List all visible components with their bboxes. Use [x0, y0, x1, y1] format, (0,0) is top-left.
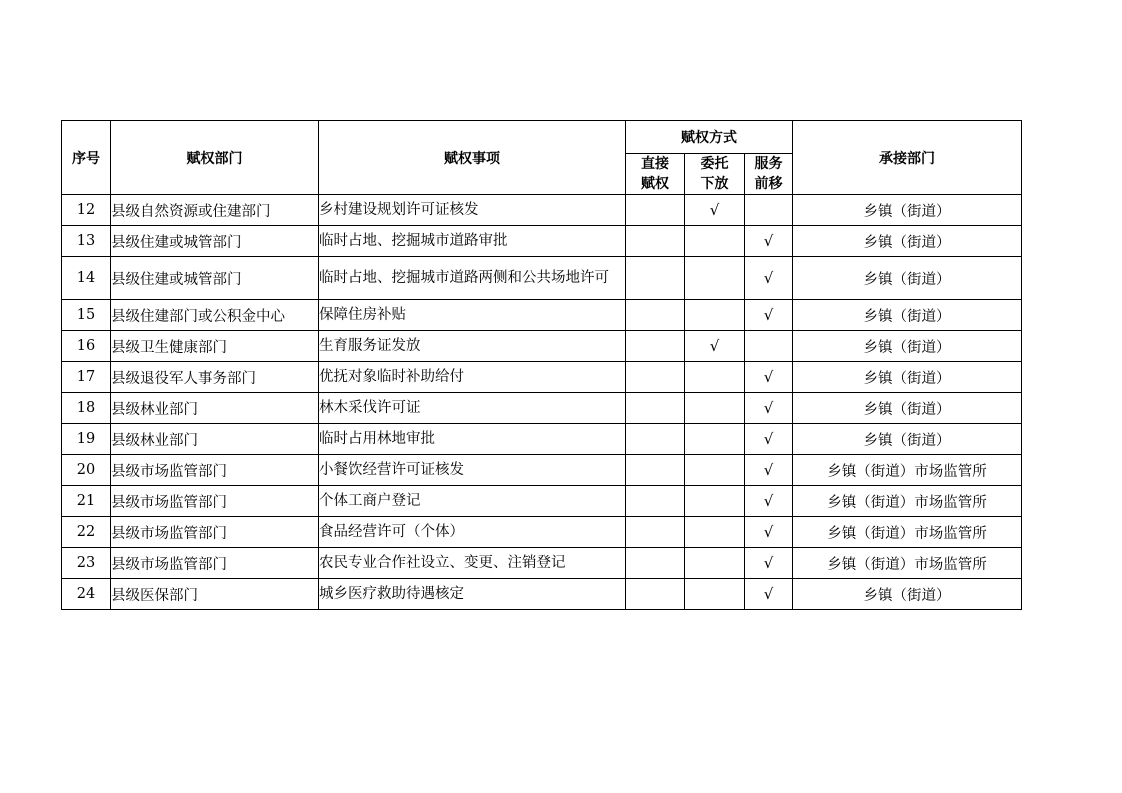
cell-service [745, 331, 793, 362]
cell-direct [626, 548, 685, 579]
cell-item: 优抚对象临时补助给付 [319, 362, 626, 393]
cell-seq: 17 [62, 362, 111, 393]
header-service-line2: 前移 [754, 176, 783, 192]
cell-receiver: 乡镇（街道） [793, 195, 1022, 226]
cell-entrust [685, 300, 745, 331]
cell-seq: 15 [62, 300, 111, 331]
cell-direct [626, 362, 685, 393]
cell-item: 城乡医疗救助待遇核定 [319, 579, 626, 610]
cell-service: √ [745, 300, 793, 331]
table-row [62, 195, 1022, 226]
cell-seq: 22 [62, 517, 111, 548]
cell-direct [626, 300, 685, 331]
cell-direct [626, 424, 685, 455]
cell-dept: 县级市场监管部门 [111, 486, 319, 517]
table-row [62, 331, 1022, 362]
cell-direct [626, 195, 685, 226]
header-seq: 序号 [62, 121, 111, 195]
cell-item: 食品经营许可（个体） [319, 517, 626, 548]
header-receiver: 承接部门 [793, 121, 1022, 195]
cell-item: 个体工商户登记 [319, 486, 626, 517]
table-row [62, 486, 1022, 517]
cell-entrust: √ [685, 331, 745, 362]
header-service [745, 154, 793, 195]
cell-entrust [685, 362, 745, 393]
cell-dept: 县级住建部门或公积金中心 [111, 300, 319, 331]
table-row [62, 300, 1022, 331]
cell-receiver: 乡镇（街道） [793, 300, 1022, 331]
cell-service: √ [745, 455, 793, 486]
cell-dept: 县级市场监管部门 [111, 517, 319, 548]
cell-receiver: 乡镇（街道） [793, 393, 1022, 424]
cell-seq: 24 [62, 579, 111, 610]
table-row [62, 393, 1022, 424]
cell-dept: 县级医保部门 [111, 579, 319, 610]
cell-service [745, 195, 793, 226]
header-dept: 赋权部门 [111, 121, 319, 195]
cell-receiver: 乡镇（街道） [793, 257, 1022, 300]
cell-direct [626, 331, 685, 362]
cell-dept: 县级卫生健康部门 [111, 331, 319, 362]
cell-entrust: √ [685, 195, 745, 226]
table-row [62, 517, 1022, 548]
header-direct-line1: 直接 [641, 156, 669, 172]
table-row [62, 579, 1022, 610]
header-entrust-line1: 委托 [700, 156, 729, 172]
cell-item: 林木采伐许可证 [319, 393, 626, 424]
cell-direct [626, 579, 685, 610]
cell-entrust [685, 257, 745, 300]
cell-entrust [685, 579, 745, 610]
cell-receiver: 乡镇（街道） [793, 362, 1022, 393]
cell-seq: 18 [62, 393, 111, 424]
cell-receiver: 乡镇（街道）市场监管所 [793, 517, 1022, 548]
cell-entrust [685, 548, 745, 579]
header-service-line1: 服务 [754, 156, 783, 172]
cell-service: √ [745, 424, 793, 455]
cell-direct [626, 226, 685, 257]
cell-seq: 13 [62, 226, 111, 257]
cell-entrust [685, 455, 745, 486]
cell-receiver: 乡镇（街道） [793, 579, 1022, 610]
header-method: 赋权方式 [626, 121, 793, 154]
cell-receiver: 乡镇（街道） [793, 226, 1022, 257]
cell-service: √ [745, 486, 793, 517]
cell-item: 小餐饮经营许可证核发 [319, 455, 626, 486]
cell-dept: 县级林业部门 [111, 393, 319, 424]
header-direct [626, 154, 685, 195]
cell-entrust [685, 393, 745, 424]
cell-direct [626, 517, 685, 548]
cell-item: 临时占地、挖掘城市道路审批 [319, 226, 626, 257]
cell-seq: 14 [62, 257, 111, 300]
table-body [62, 195, 1022, 610]
cell-dept: 县级自然资源或住建部门 [111, 195, 319, 226]
table-row [62, 226, 1022, 257]
cell-seq: 16 [62, 331, 111, 362]
cell-item: 临时占地、挖掘城市道路两侧和公共场地许可 [319, 257, 626, 300]
cell-service: √ [745, 548, 793, 579]
cell-receiver: 乡镇（街道）市场监管所 [793, 486, 1022, 517]
cell-direct [626, 393, 685, 424]
cell-dept: 县级林业部门 [111, 424, 319, 455]
cell-service: √ [745, 362, 793, 393]
cell-dept: 县级市场监管部门 [111, 455, 319, 486]
cell-entrust [685, 424, 745, 455]
cell-service: √ [745, 257, 793, 300]
cell-seq: 12 [62, 195, 111, 226]
cell-receiver: 乡镇（街道） [793, 331, 1022, 362]
cell-entrust [685, 517, 745, 548]
cell-entrust [685, 226, 745, 257]
cell-service: √ [745, 393, 793, 424]
cell-service: √ [745, 579, 793, 610]
table-header [62, 121, 1022, 195]
table-row [62, 548, 1022, 579]
cell-item: 临时占用林地审批 [319, 424, 626, 455]
cell-item: 保障住房补贴 [319, 300, 626, 331]
header-entrust [685, 154, 745, 195]
cell-item: 农民专业合作社设立、变更、注销登记 [319, 548, 626, 579]
table-row [62, 455, 1022, 486]
cell-seq: 21 [62, 486, 111, 517]
table-row [62, 257, 1022, 300]
cell-direct [626, 486, 685, 517]
cell-seq: 20 [62, 455, 111, 486]
cell-dept: 县级住建或城管部门 [111, 226, 319, 257]
cell-item: 乡村建设规划许可证核发 [319, 195, 626, 226]
cell-dept: 县级退役军人事务部门 [111, 362, 319, 393]
cell-service: √ [745, 226, 793, 257]
header-direct-line2: 赋权 [641, 176, 669, 192]
empowerment-table [61, 120, 1022, 610]
cell-seq: 19 [62, 424, 111, 455]
cell-service: √ [745, 517, 793, 548]
cell-item: 生育服务证发放 [319, 331, 626, 362]
table-row [62, 424, 1022, 455]
header-entrust-line2: 下放 [700, 176, 729, 192]
table-row [62, 362, 1022, 393]
cell-receiver: 乡镇（街道）市场监管所 [793, 455, 1022, 486]
cell-direct [626, 455, 685, 486]
cell-seq: 23 [62, 548, 111, 579]
cell-receiver: 乡镇（街道） [793, 424, 1022, 455]
header-item: 赋权事项 [319, 121, 626, 195]
cell-dept: 县级住建或城管部门 [111, 257, 319, 300]
cell-receiver: 乡镇（街道）市场监管所 [793, 548, 1022, 579]
cell-direct [626, 257, 685, 300]
cell-entrust [685, 486, 745, 517]
cell-dept: 县级市场监管部门 [111, 548, 319, 579]
